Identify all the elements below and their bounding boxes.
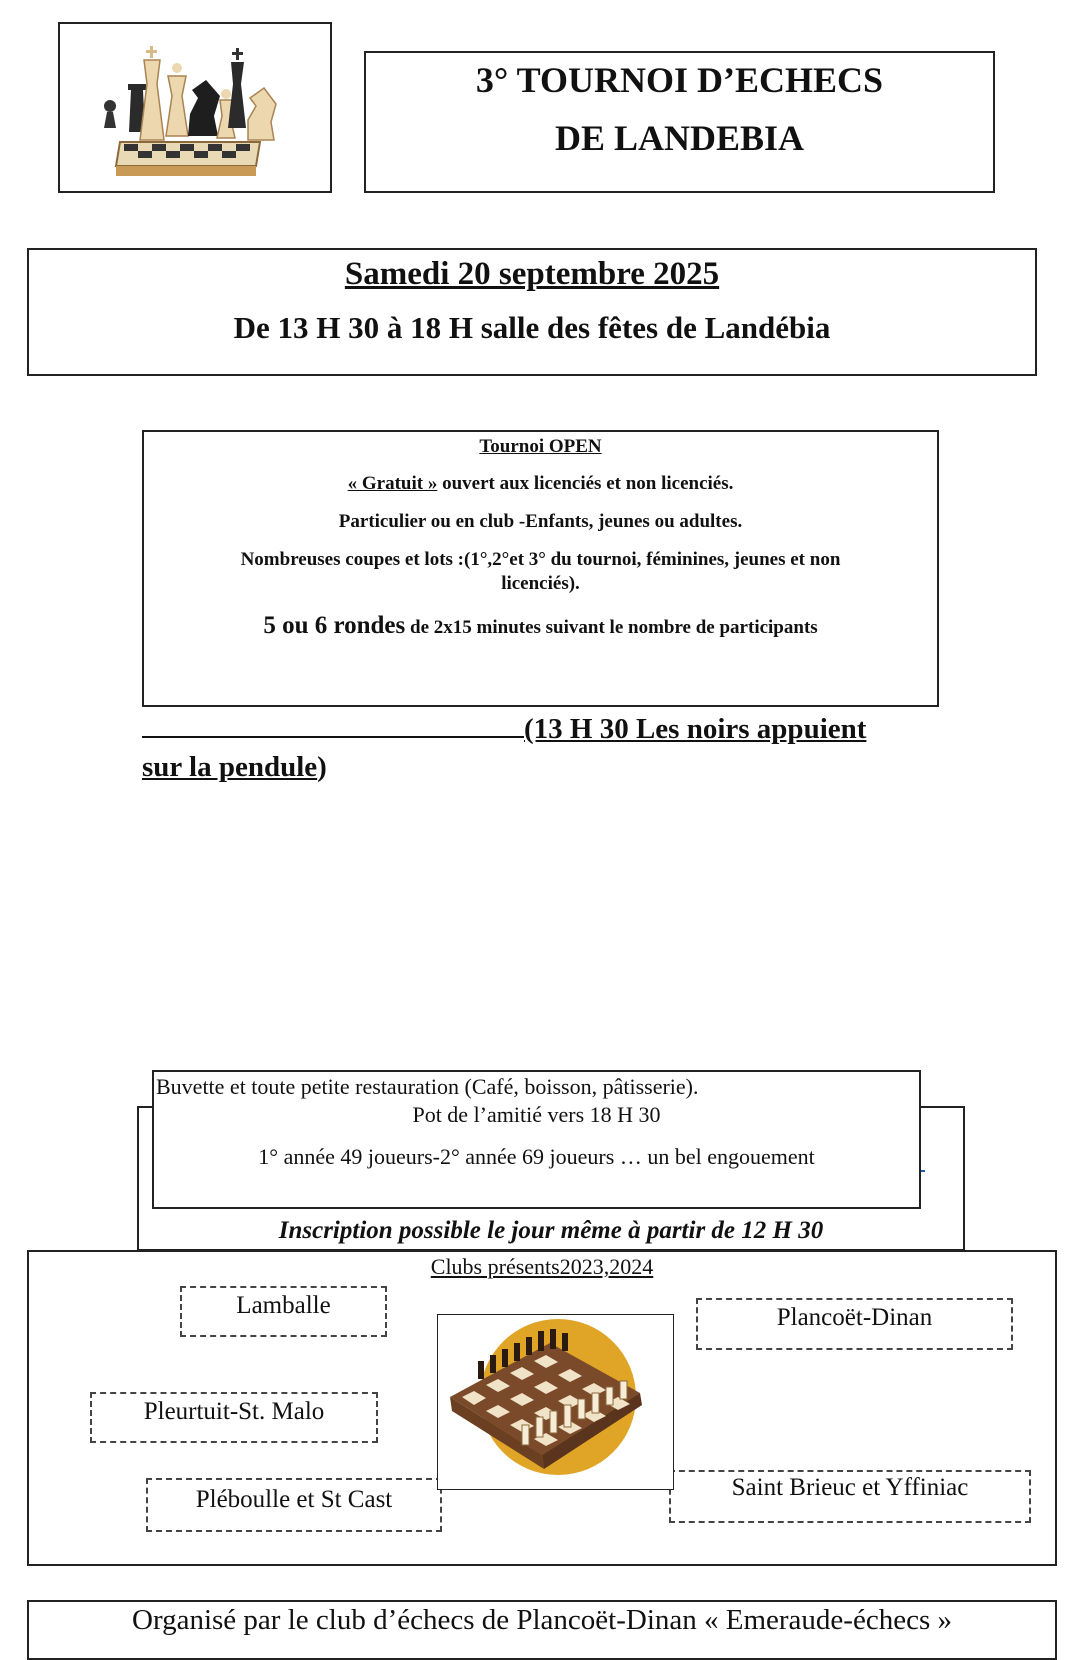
clock-note <box>142 710 902 786</box>
clock-note-line2-end: ) <box>317 751 327 783</box>
clubs-heading: Clubs présents2023,2024 <box>430 1254 654 1279</box>
rounds-count: 5 ou 6 rondes <box>263 612 406 639</box>
club-pleurtuit-st-malo: Pleurtuit-St. Malo <box>90 1392 378 1443</box>
clock-note-line1: (13 H 30 Les noirs appuient <box>524 713 867 745</box>
title-box <box>364 51 995 193</box>
club-lamballe: Lamballe <box>180 1286 387 1337</box>
footer-box <box>27 1600 1057 1660</box>
attendance-text: 1° année 49 joueurs-2° année 69 joueurs … un bel engouement <box>258 1144 815 1169</box>
logo-box <box>58 22 332 193</box>
page-title-line2: DE LANDEBIA <box>554 118 805 158</box>
page-title: 3° TOURNOI D’ECHECS <box>475 60 884 100</box>
club-saint-brieuc-yffiniac: Saint Brieuc et Yffiniac <box>669 1470 1031 1523</box>
drink-time-text: Pot de l’amitié vers 18 H 30 <box>412 1102 661 1127</box>
info-box <box>152 1070 921 1209</box>
date-box <box>27 248 1037 376</box>
participants-text: Particulier ou en club -Enfants, jeunes ou adultes. <box>338 511 743 532</box>
clubs-box <box>27 1250 1057 1566</box>
clock-note-line2: sur la pendule <box>142 751 318 783</box>
event-time-place: De 13 H 30 à 18 H salle des fêtes de Landébia <box>233 310 831 345</box>
chess-pieces-icon <box>60 24 330 191</box>
event-date: Samedi 20 septembre 2025 <box>344 256 720 292</box>
rounds-detail: de 2x15 minutes suivant le nombre de participants <box>405 617 818 638</box>
club-pleboulle-st-cast: Pléboulle et St Cast <box>146 1478 442 1532</box>
chessboard-icon <box>438 1315 672 1488</box>
prizes-text: Nombreuses coupes et lots :(1°,2°et 3° du tournoi, féminines, jeunes et non licenciés). <box>240 549 841 594</box>
chessboard-image <box>437 1314 674 1490</box>
organizer-text: Organisé par le club d’échecs de Plancoët-Dinan « Emeraude-échecs » <box>132 1604 952 1636</box>
club-plancoet-dinan: Plancoët-Dinan <box>696 1298 1013 1350</box>
tournament-heading: Tournoi OPEN <box>479 436 602 457</box>
free-label: « Gratuit » <box>347 473 438 494</box>
refreshments-text: Buvette et toute petite restauration (Café, boisson, pâtisserie). <box>156 1074 699 1099</box>
clock-note-blank <box>142 710 524 738</box>
free-rest: ouvert aux licenciés et non licenciés. <box>437 473 734 494</box>
registration-text: Inscription possible le jour même à partir de 12 H 30 <box>278 1217 824 1244</box>
tournament-box <box>142 430 939 707</box>
